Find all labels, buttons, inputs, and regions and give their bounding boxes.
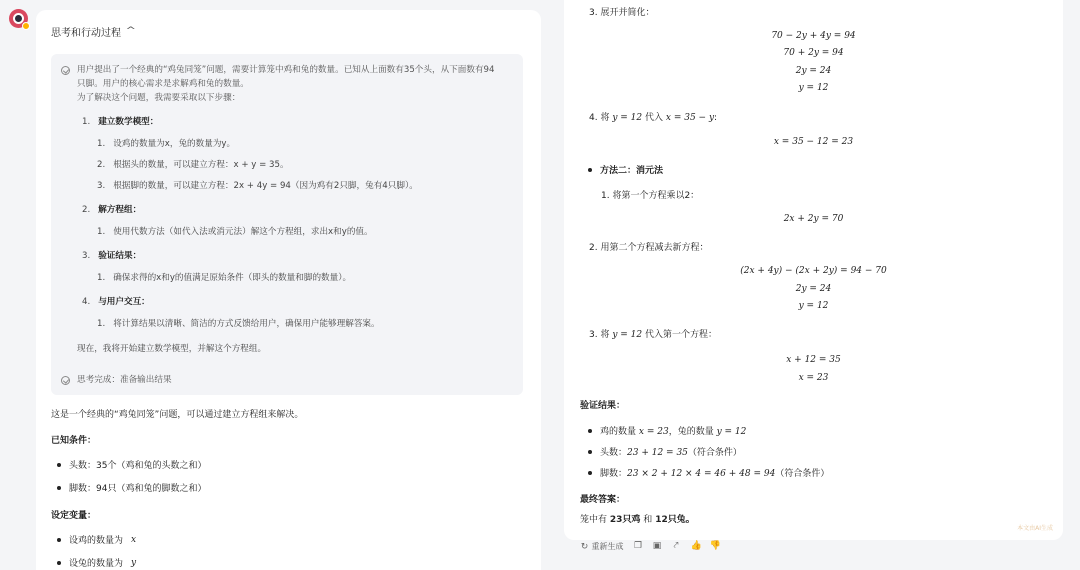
vars-title: 设定变量： — [51, 511, 97, 521]
formula: x = 23 — [798, 373, 829, 383]
formula: 70 − 2y + 4y = 94 — [771, 31, 856, 41]
list-item: 脚数：23 × 2 + 12 × 4 = 46 + 48 = 94（符合条件） — [588, 466, 829, 479]
step-title: 3. 验证结果： — [82, 251, 142, 261]
thinking-done: 思考完成：准备输出结果 — [61, 373, 511, 385]
step-title: 1. 建立数学模型： — [82, 117, 159, 127]
method2-title: 方法二：消元法 — [588, 163, 663, 176]
thumbs-down-icon[interactable]: 👎 — [709, 541, 721, 551]
list-item: 头数：35个（鸡和兔的头数之和） — [57, 458, 526, 471]
formula: 2y = 24 — [795, 66, 832, 76]
thumbs-up-icon[interactable]: 👍 — [690, 541, 702, 551]
right-message-panel — [564, 0, 1063, 540]
m2-step3: 3. 将 y = 12 代入第一个方程： — [589, 330, 718, 340]
m2-step1: 1. 将第一个方程乘以2： — [601, 191, 700, 201]
watermark: 本文由AI生成 — [1017, 525, 1053, 532]
refresh-icon: ↻ — [580, 542, 589, 552]
left-message-panel — [36, 10, 541, 570]
step-title: 4. 与用户交互： — [82, 297, 150, 307]
step-title: 2. 解方程组： — [82, 205, 142, 215]
sub-item: 1. 设鸡的数量为x，兔的数量为y。 — [97, 139, 236, 149]
formula: (2x + 4y) − (2x + 2y) = 94 − 70 — [740, 266, 887, 276]
final-answer: 笼中有 23只鸡 和 12只兔。 — [580, 515, 695, 525]
answer-intro: 这是一个经典的“鸡兔同笼”问题，可以通过建立方程组来解决。 — [51, 410, 304, 420]
final-title: 最终答案： — [580, 495, 626, 505]
formula: 2y = 24 — [795, 284, 832, 294]
formula: 70 + 2y = 94 — [783, 48, 844, 58]
list-item: 鸡的数量 x = 23，兔的数量 y = 12 — [588, 424, 746, 437]
step4-label: 4. 将 y = 12 代入 x = 35 − y: — [589, 113, 718, 123]
assistant-avatar — [9, 9, 28, 28]
regenerate-button[interactable]: ↻ 重新生成 — [580, 542, 624, 552]
sub-item: 1. 使用代数方法（如代入法或消元法）解这个方程组，求出x和y的值。 — [97, 227, 373, 237]
list-item: 脚数：94只（鸡和兔的脚数之和） — [57, 481, 526, 494]
sub-item: 3. 根据脚的数量，可以建立方程：2x + 4y = 94（因为鸡有2只脚，兔有4只脚）。 — [97, 181, 418, 191]
answer-content — [51, 409, 526, 569]
check-circle-icon — [61, 376, 70, 385]
thinking-steps — [77, 115, 495, 330]
list-item: 头数：23 + 12 = 35（符合条件） — [588, 445, 742, 458]
sub-item: 1. 将计算结果以清晰、简洁的方式反馈给用户，确保用户能够理解答案。 — [97, 319, 380, 329]
avatar-badge — [22, 22, 30, 30]
sub-item: 1. 确保求得的x和y的值满足原始条件（即头的数量和脚的数量）。 — [97, 273, 352, 283]
formula: x + 12 = 35 — [786, 355, 841, 365]
message-actions — [580, 541, 719, 552]
thinking-content — [77, 63, 495, 356]
formula: y = 12 — [798, 301, 829, 311]
thinking-footer: 现在，我将开始建立数学模型，并解这个方程组。 — [77, 344, 267, 354]
m2-step2: 2. 用第二个方程减去新方程： — [589, 243, 709, 253]
known-title: 已知条件： — [51, 436, 97, 446]
thinking-intro-3: 为了解决这个问题，我需要采取以下步骤： — [77, 93, 241, 103]
thinking-intro-1: 用户提出了一个经典的“鸡兔同笼”问题，需要计算笼中鸡和兔的数量。已知从上面数有35个头，从下面数有94 — [77, 65, 495, 75]
share-icon[interactable]: ⤤ — [673, 541, 679, 551]
thinking-title: 思考和行动过程 — [51, 27, 121, 39]
copy-icon[interactable]: ❐ — [634, 541, 643, 551]
verify-title: 验证结果： — [580, 401, 626, 411]
formula: y = 12 — [798, 83, 829, 93]
image-icon[interactable]: ▣ — [652, 541, 662, 551]
thinking-box — [51, 54, 523, 395]
formula: 2x + 2y = 70 — [783, 214, 844, 224]
step3-label: 3. 展开并简化： — [589, 8, 655, 18]
chevron-up-icon: ^ — [125, 26, 137, 36]
formula: x = 35 − 12 = 23 — [773, 137, 854, 147]
thinking-toggle[interactable] — [51, 24, 526, 38]
check-circle-icon — [61, 66, 70, 75]
list-item: 设鸡的数量为 x — [57, 533, 526, 546]
thinking-intro-2: 只脚。用户的核心需求是求解鸡和兔的数量。 — [77, 79, 249, 89]
sub-item: 2. 根据头的数量，可以建立方程：x + y = 35。 — [97, 160, 289, 170]
list-item: 设兔的数量为 y — [57, 556, 526, 569]
